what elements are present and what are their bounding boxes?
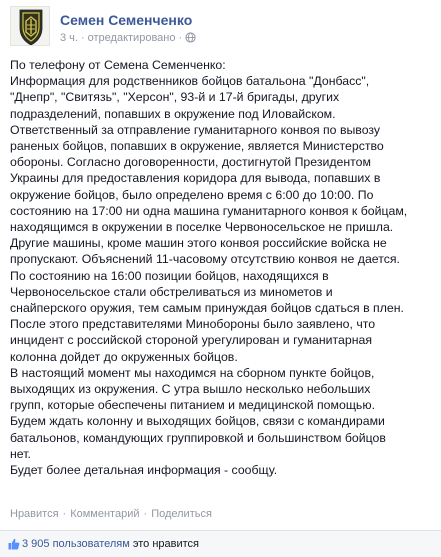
post-time[interactable]: 3 ч. <box>60 32 78 44</box>
action-separator: · <box>143 508 148 520</box>
post-meta <box>60 32 196 46</box>
post-line: колонна дойдет до окруженных бойцов. <box>10 349 238 364</box>
globe-icon[interactable] <box>185 32 196 46</box>
likes-bar <box>0 530 441 557</box>
post-line: Украины для предоставления коридора для вывода, попавших в <box>10 171 381 186</box>
author-name[interactable]: Семен Семенченко <box>60 12 193 28</box>
like-button[interactable]: Нравится <box>10 508 59 520</box>
post-line: обороны. Согласно договоренности, достигнутой Президентом <box>10 155 371 170</box>
post-line: Будет более детальная информация - сообщу. <box>10 463 278 478</box>
post-line: После этого представителями Минобороны было заявлено, что <box>10 317 376 332</box>
post-line: состоянию на 17:00 ни одна машина гуманитарного конвоя к бойцам, <box>10 203 408 218</box>
post-actions <box>10 508 212 520</box>
avatar[interactable] <box>10 6 50 46</box>
post-line: находящимся в окружении в поселке Червоносельское не пришла. <box>10 220 394 235</box>
thumbs-up-icon <box>8 538 20 550</box>
likes-summary <box>22 538 199 550</box>
post-line: батальонов, командующих группировкой и большинством бойцов <box>10 430 386 445</box>
edited-label[interactable]: отредактировано <box>87 32 176 44</box>
post-line: групп, которые обеспечены питанием и медицинской помощью. <box>10 398 375 413</box>
post-line: окружение бойцов, было определено время с 6:00 до 10:00. По <box>10 187 374 202</box>
post-line: Ответственный за отправление гуманитарного конвоя по вывозу <box>10 122 381 137</box>
action-separator: · <box>62 508 67 520</box>
comment-button[interactable]: Комментарий <box>70 508 140 520</box>
post-header <box>10 6 430 52</box>
likes-suffix: это нравится <box>129 538 199 550</box>
post-line: Червоносельское стали обстреливаться из минометов и <box>10 284 333 299</box>
post-line: выходящих из окружения. С утра вышло несколько небольших <box>10 382 371 397</box>
post-line: снайперского оружия, тем самым принуждая бойцов сдаться в плен. <box>10 301 404 316</box>
battalion-emblem-icon <box>11 7 50 46</box>
meta-separator: · <box>178 32 183 44</box>
post-line: Будем ждать колонну и выходящих бойцов, связи с командирами <box>10 414 385 429</box>
post-line: инцидент с российской стороной урегулирован и гуманитарная <box>10 333 372 348</box>
post-line: По состоянию на 16:00 позиции бойцов, находящихся в <box>10 268 329 283</box>
post-body <box>10 57 434 478</box>
post-line: По телефону от Семена Семенченко: <box>10 58 226 72</box>
post-line: В настоящий момент мы находимся на сборном пункте бойцов, <box>10 365 375 380</box>
meta-separator: · <box>80 32 85 44</box>
post-line: Другие машины, кроме машин этого конвоя российские войска не <box>10 236 387 251</box>
post-line: подразделений, попавших в окружение под Иловайском. <box>10 106 336 121</box>
post-line: Информация для родственников бойцов батальона "Донбасс", <box>10 74 370 89</box>
post-line: "Днепр", "Свитязь", "Херсон", 93-й и 17-й бригады, других <box>10 90 340 105</box>
post-line: нет. <box>10 446 31 461</box>
post-line: раненых бойцов, попавших в окружение, является Министерство <box>10 139 384 154</box>
likes-count-link[interactable]: 3 905 пользователям <box>22 538 130 550</box>
post-line: пропускают. Объяснений 11-часовому отсутствию конвоя не дается. <box>10 252 400 267</box>
share-button[interactable]: Поделиться <box>151 508 212 520</box>
